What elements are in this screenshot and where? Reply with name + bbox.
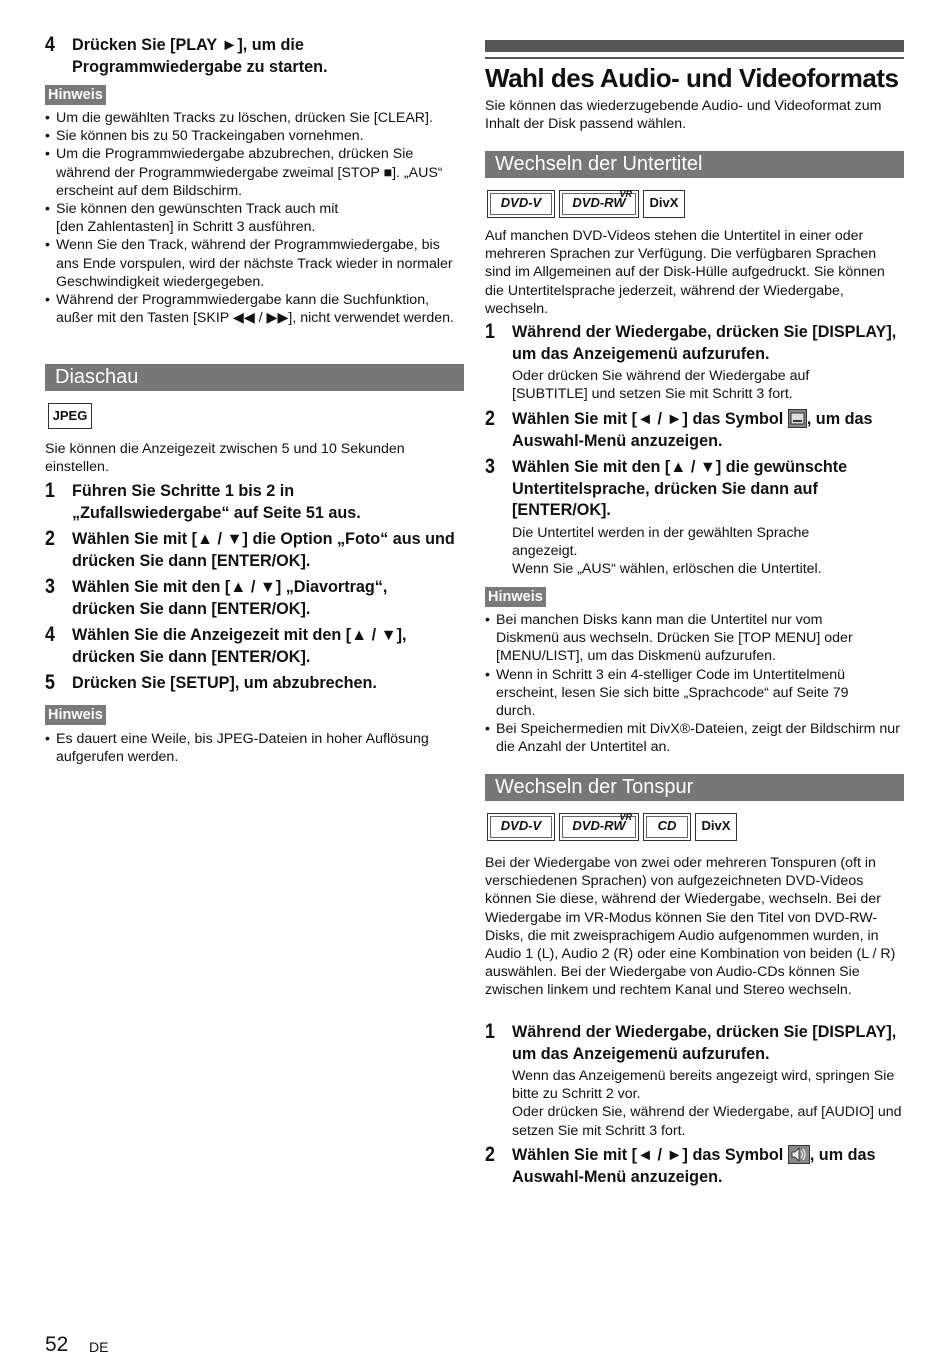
step-text: Während der Wiedergabe, drücken Sie [DISPLAY], um das Anzeigemenü aufzurufen. [512, 1023, 897, 1063]
step-text: Drücken Sie [PLAY ►], um die Programmwiedergabe zu starten. [72, 36, 328, 76]
page-title: Wahl des Audio- und Videoformats [485, 63, 899, 93]
section-title-tonspur: Wechseln der Tonspur [485, 774, 904, 801]
tonspur-step-2 [485, 1145, 905, 1188]
step-number: 1 [485, 320, 495, 343]
step-text: Wählen Sie mit [▲ / ▼] die Option „Foto“ aus und drücken Sie dann [ENTER/OK]. [72, 530, 455, 570]
step-number: 2 [485, 407, 495, 430]
diaschau-step-4 [45, 625, 465, 668]
hinweis-list [45, 109, 465, 327]
step-text: Wählen Sie mit den [▲ / ▼] „Diavortrag“, drücken Sie dann [ENTER/OK]. [72, 578, 388, 618]
section-title-diaschau: Diaschau [45, 364, 464, 391]
dvd-v-badge: DVD-V [487, 813, 555, 841]
format-badges [487, 813, 741, 841]
subtitle-symbol-icon [788, 409, 807, 428]
step-subtext: Die Untertitel werden in der gewählten Sprache angezeigt. [512, 524, 810, 559]
step-subtext: Wenn das Anzeigemenü bereits angezeigt wird, springen Sie bitte zu Schritt 2 vor. [512, 1068, 895, 1103]
step-text: Wählen Sie die Anzeigezeit mit den [▲ / ▼], drücken Sie dann [ENTER/OK]. [72, 626, 407, 666]
divx-badge: DivX [643, 190, 685, 218]
dvd-rw-badge: VR DVD-RW [559, 813, 639, 841]
diaschau-step-1 [45, 481, 465, 524]
diaschau-step-5 [45, 673, 465, 695]
hinweis-list [45, 730, 465, 766]
hinweis-label: Hinweis [45, 85, 106, 105]
list-item: • Wenn Sie den Track, während der Programmwiedergabe, bis ans Ende vorspulen, wird der nächste Track wieder in normaler Geschwindigkeit wiedergegeben. [45, 236, 465, 291]
audio-symbol-icon [788, 1145, 810, 1164]
step-subtext: Wenn Sie „AUS“ wählen, erlöschen die Untertitel. [512, 560, 822, 577]
title-rule-thin [485, 57, 904, 59]
hinweis-label: Hinweis [45, 705, 106, 725]
list-item: • Es dauert eine Weile, bis JPEG-Dateien in hoher Auflösung aufgerufen werden. [45, 730, 465, 766]
step-number: 4 [45, 33, 55, 56]
hinweis-list [485, 611, 905, 757]
step-number: 3 [485, 455, 495, 478]
step-text: Wählen Sie mit [◄ / ►] das Symbol [512, 410, 784, 428]
step-number: 5 [45, 671, 55, 694]
format-badges [487, 190, 689, 218]
tonspur-intro: Bei der Wiedergabe von zwei oder mehreren Tonspuren (oft in verschiedenen Sprachen) von aufgezeichneten DVD-Videos können Sie diese, während der Wiedergabe, wechseln. Bei der Wiedergabe im VR-Modus können Sie den Titel von DVD-RW-Disks, die mit zweisprachigem Audio aufgenommen wurden, in Audio 1 (L), Audio 2 (R) oder eine Kombination von beiden (L / R) auswählen. Bei der Wiedergabe von Audio-CDs können Sie zwischen linkem und rechtem Kanal und Stereo wechseln. [485, 855, 896, 999]
step-number: 2 [45, 527, 55, 550]
untertitel-step-2 [485, 409, 905, 452]
step-subtext: Oder drücken Sie während der Wiedergabe auf [SUBTITLE] und setzen Sie mit Schritt 3 fort. [512, 368, 810, 403]
step-text: , um das Auswahl-Menü anzuzeigen. [512, 410, 873, 450]
diaschau-step-2 [45, 529, 465, 572]
page-intro: Sie können das wiederzugebende Audio- und Videoformat zum Inhalt der Disk passend wählen. [485, 98, 882, 133]
step-number: 1 [45, 479, 55, 502]
step-number: 4 [45, 623, 55, 646]
step-text: Wählen Sie mit [◄ / ►] das Symbol [512, 1146, 784, 1164]
title-rule [485, 40, 904, 52]
list-item: • Bei manchen Disks kann man die Untertitel nur vom Diskmenü aus wechseln. Drücken Sie [TOP MENU] oder [MENU/LIST], um das Diskmenü aufzurufen. [485, 611, 866, 666]
dvd-rw-badge: VR DVD-RW [559, 190, 639, 218]
diaschau-step-3 [45, 577, 465, 620]
step-number: 1 [485, 1020, 495, 1043]
page-number: 52 [45, 1333, 69, 1356]
untertitel-step-3 [485, 457, 905, 578]
list-item: • Bei Speichermedien mit DivX®-Dateien, zeigt der Bildschirm nur die Anzahl der Untertitel an. [485, 720, 905, 756]
tonspur-step-1 [485, 1022, 905, 1140]
hinweis-label: Hinweis [485, 587, 546, 607]
diaschau-intro: Sie können die Anzeigezeit zwischen 5 und 10 Sekunden einstellen. [45, 441, 405, 476]
untertitel-intro: Auf manchen DVD-Videos stehen die Untertitel in einer oder mehreren Sprachen zur Verfügung. Die verfügbaren Sprachen sind im Allgemeinen auf der Disk-Hülle aufgedruckt. Sie können die Untertitelsprache jederzeit, während der Wiedergabe, wechseln. [485, 228, 885, 317]
section-title-untertitel: Wechseln der Untertitel [485, 151, 904, 178]
list-item: • Sie können bis zu 50 Trackeingaben vornehmen. [45, 127, 465, 145]
list-item: • Um die gewählten Tracks zu löschen, drücken Sie [CLEAR]. [45, 109, 465, 127]
jpeg-badge: JPEG [48, 403, 92, 429]
step-text: Führen Sie Schritte 1 bis 2 in „Zufallswiedergabe“ auf Seite 51 aus. [72, 482, 361, 522]
step-subtext: Oder drücken Sie, während der Wiedergabe, auf [AUDIO] und setzen Sie mit Schritt 3 fort. [512, 1104, 902, 1139]
list-item: • Während der Programmwiedergabe kann die Suchfunktion, außer mit den Tasten [SKIP ◀◀ / ▶▶], nicht verwendet werden. [45, 291, 465, 327]
list-item: • Wenn in Schritt 3 ein 4-stelliger Code im Untertitelmenü erscheint, lesen Sie sich bitte „Sprachcode“ auf Seite 79 durch. [485, 666, 886, 721]
list-item: • Um die Programmwiedergabe abzubrechen, drücken Sie während der Programmwiedergabe zweimal [STOP ■]. „AUS“ erscheint auf dem Bildschirm. [45, 145, 446, 200]
step-text: , um das Auswahl-Menü anzuzeigen. [512, 1146, 876, 1186]
cd-badge: CD [643, 813, 691, 841]
divx-badge: DivX [695, 813, 737, 841]
language-code: DE [89, 1339, 109, 1355]
untertitel-step-1 [485, 322, 905, 403]
step-text: Drücken Sie [SETUP], um abzubrechen. [72, 674, 377, 692]
list-item: • Sie können den gewünschten Track auch mit [den Zahlentasten] in Schritt 3 ausführen. [45, 200, 366, 236]
step-4-play [45, 35, 465, 78]
step-text: Wählen Sie mit den [▲ / ▼] die gewünschte Untertitelsprache, drücken Sie dann auf [ENTER/OK]. [512, 458, 848, 519]
step-number: 2 [485, 1143, 495, 1166]
step-number: 3 [45, 575, 55, 598]
dvd-v-badge: DVD-V [487, 190, 555, 218]
step-text: Während der Wiedergabe, drücken Sie [DISPLAY], um das Anzeigemenü aufzurufen. [512, 323, 897, 363]
format-badges [48, 403, 96, 429]
